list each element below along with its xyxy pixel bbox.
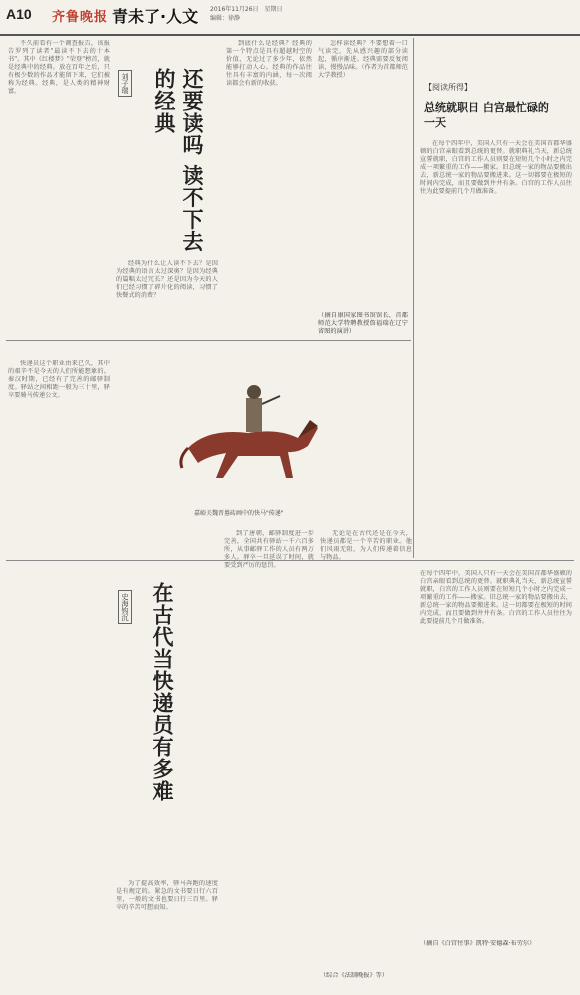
article1-col4-text: 怎样读经典？不要想着一口气读完，先从感兴趣的部分读起，循序渐进。经典需要反复阅读，慢慢品味。（作者为首都师范大学教授） xyxy=(318,40,408,79)
sidebar-source-text: （摘自《白宫往事》凯特·安德森·布劳尔） xyxy=(420,940,536,947)
article1-source xyxy=(318,312,408,338)
article1-author: 刘子瑞 xyxy=(118,70,132,97)
article2-col2 xyxy=(116,880,218,985)
sidebar-body-cont xyxy=(420,570,572,938)
article1-col3 xyxy=(226,40,312,336)
issue-date: 2016年11月26日 星期日 xyxy=(210,6,283,13)
article1-col1 xyxy=(8,40,110,335)
article2-col3 xyxy=(224,530,314,985)
editor-credit: 编辑：徐静 xyxy=(210,15,241,22)
article1-source-text: （摘自康国家图书馆馆长，首都师范大学特聘教授詹福瑞在辽宁省图的演讲） xyxy=(318,312,408,335)
article1-col2-text: 经典为什么让人读不下去？是因为经典的语言太过深奥？是因为经典的篇幅太过冗长？还是因为今天的人们已经习惯了碎片化的阅读，习惯了快餐式的消费？ xyxy=(116,260,218,299)
article2-col3-text: 到了唐朝，邮驿制度进一步完善，全国共有驿站一千六百多所，从事邮驿工作的人员有两万多人。驿卒一旦延误了时间，就要受到严厉的惩罚。 xyxy=(224,530,314,569)
article1-title: 还要读吗 读不下去的经典 xyxy=(152,68,204,253)
article1-col2 xyxy=(116,260,218,338)
article2-col1-text: 快递员这个职业由来已久，其中的艰辛不是今天的人们所能想象的。秦汉时期，已经有了完善的邮驿制度。驿站之间相距一般为三十里，驿卒要骑马传递公文。 xyxy=(8,360,110,399)
page-header xyxy=(0,0,580,36)
sidebar-body-text: 在每个四年中，美国人只有一天会在美国首都华盛顿的白宫亲眼看到总统的更替。就职典礼当天，新总统宣誓就职，白宫的工作人员则要在短短几个小时之内完成一项繁重的工作——搬家。旧总统一家的物品要搬出去，新总统一家的物品要搬进来。这一切都要在极短的时间内完成，而且要做到井井有条。白宫的工作人员往往为此要提前几个月做准备。 xyxy=(420,140,572,195)
article2-author: 史海钩沉 xyxy=(118,590,132,624)
illustration-caption: 嘉峪关魏晋墓砖画中的快马"传递" xyxy=(194,510,284,517)
newspaper-logo: 齐鲁晚报 xyxy=(52,10,109,25)
column-divider xyxy=(413,38,414,558)
section-divider-top xyxy=(6,340,411,341)
article2-col2-text: 为了提高效率，驿马奔跑的速度是有规定的。紧急的文书要日行六百里，一般的文书也要日行三百里。驿卒的辛苦可想而知。 xyxy=(116,880,218,911)
sidebar-body-cont-text: 在每个四年中，美国人只有一天会在美国首都华盛顿的白宫亲眼看到总统的更替。就职典礼当天，新总统宣誓就职，白宫的工作人员则要在短短几个小时之内完成一项繁重的工作——搬家。旧总统一家的物品要搬出去，新总统一家的物品要搬进来。这一切都要在极短的时间内完成，而且要做到井井有条。白宫的工作人员往往为此要提前几个月做准备。 xyxy=(420,570,572,625)
sidebar-body xyxy=(420,140,572,540)
sidebar-title: 总统就职日 白宫最忙碌的一天 xyxy=(424,101,549,129)
sidebar-tag: 【阅读所得】 xyxy=(424,83,472,92)
article2-col4-text: 无论是在古代还是在今天，快递员都是一个辛苦的职业。他们风雨无阻，为人们传递着信息与物品。 xyxy=(320,530,412,561)
horse-rider-illustration xyxy=(168,368,338,498)
article1-col3-text: 到底什么是经典？经典的第一个特点是具有超越时空的价值，无论过了多少年，依然能够打动人心。经典的作品往往具有丰富的内涵，每一次阅读都会有新的收获。 xyxy=(226,40,312,87)
article1-col1-text: 不久前看有一个调查报告，该报告罗列了读者"最读不下去的十本书"。其中《红楼梦》"荣登"榜首，就是经典中的经典。放在百年之后，只有极少数的作品才能留下来，它们被称为经典。经典，是人类的精神财富。 xyxy=(8,40,110,95)
article2-source xyxy=(320,972,412,986)
issue-info xyxy=(210,5,283,23)
article2-source-text: （综合《法制晚报》等） xyxy=(320,972,389,979)
page-number: A10 xyxy=(6,6,32,22)
article2-title: 在古代当快递员有多难 xyxy=(150,582,174,802)
article1-col4 xyxy=(318,40,408,310)
article2-col1 xyxy=(8,360,110,985)
sidebar-source xyxy=(420,940,572,956)
article2-col4 xyxy=(320,530,412,970)
section-title: 青未了·人文 xyxy=(112,7,199,26)
